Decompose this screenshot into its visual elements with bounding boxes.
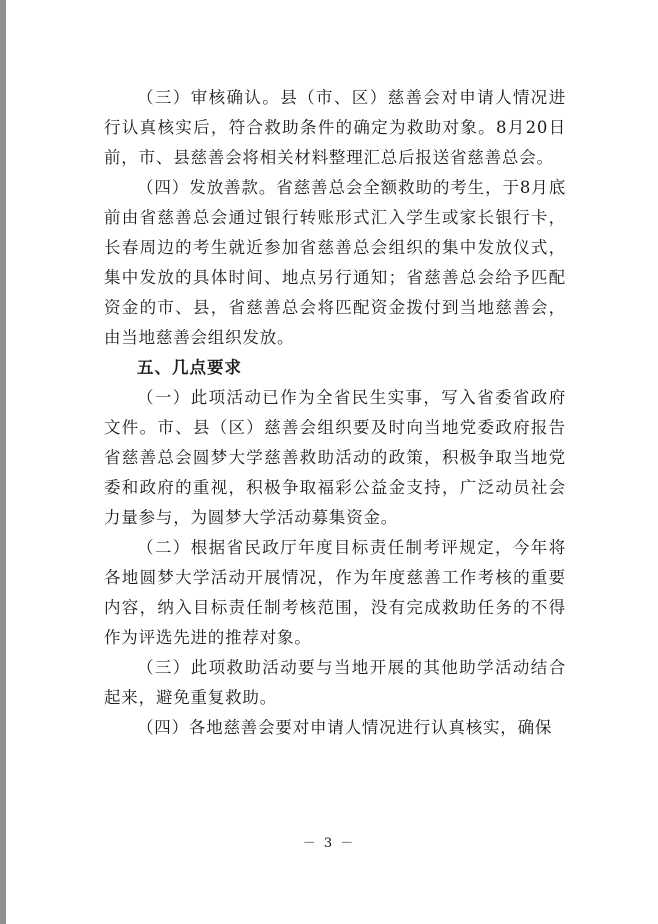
page-number: － 3 － xyxy=(302,836,356,851)
requirement-item-2: （二）根据省民政厅年度目标责任制考评规定，今年将各地圆梦大学活动开展情况，作为年度慈善工作考核的重要内容，纳入目标责任制考核范围，没有完成救助任务的不得作为评选先进的推荐对象。 xyxy=(104,538,566,647)
requirement-item-3: （三）此项救助活动要与当地开展的其他助学活动结合起来，避免重复救助。 xyxy=(104,658,566,707)
section-heading-requirements: 五、几点要求 xyxy=(137,358,242,377)
requirement-item-4: （四）各地慈善会要对申请人情况进行认真核实，确保 xyxy=(137,718,553,737)
paragraph-review-confirmation: （三）审核确认。县（市、区）慈善会对申请人情况进行认真核实后，符合救助条件的确定为救助对象。8月20日前，市、县慈善会将相关材料整理汇总后报送省慈善总会。 xyxy=(104,88,566,167)
paragraph-fund-distribution: （四）发放善款。省慈善总会全额救助的考生，于8月底前由省慈善总会通过银行转账形式汇入学生或家长银行卡，长春周边的考生就近参加省慈善总会组织的集中发放仪式，集中发放的具体时间、地点另行通知；省慈善总会给予匹配资金的市、县，省慈善总会将匹配资金拨付到当地慈善会，由当地慈善会组织发放。 xyxy=(104,178,566,347)
document-page xyxy=(104,83,566,743)
page-left-edge xyxy=(0,0,6,924)
requirement-item-1: （一）此项活动已作为全省民生实事，写入省委省政府文件。市、县（区）慈善会组织要及时向当地党委政府报告省慈善总会圆梦大学慈善救助活动的政策，积极争取当地党委和政府的重视，积极争取福彩公益金支持，广泛动员社会力量参与，为圆梦大学活动募集资金。 xyxy=(104,388,566,527)
